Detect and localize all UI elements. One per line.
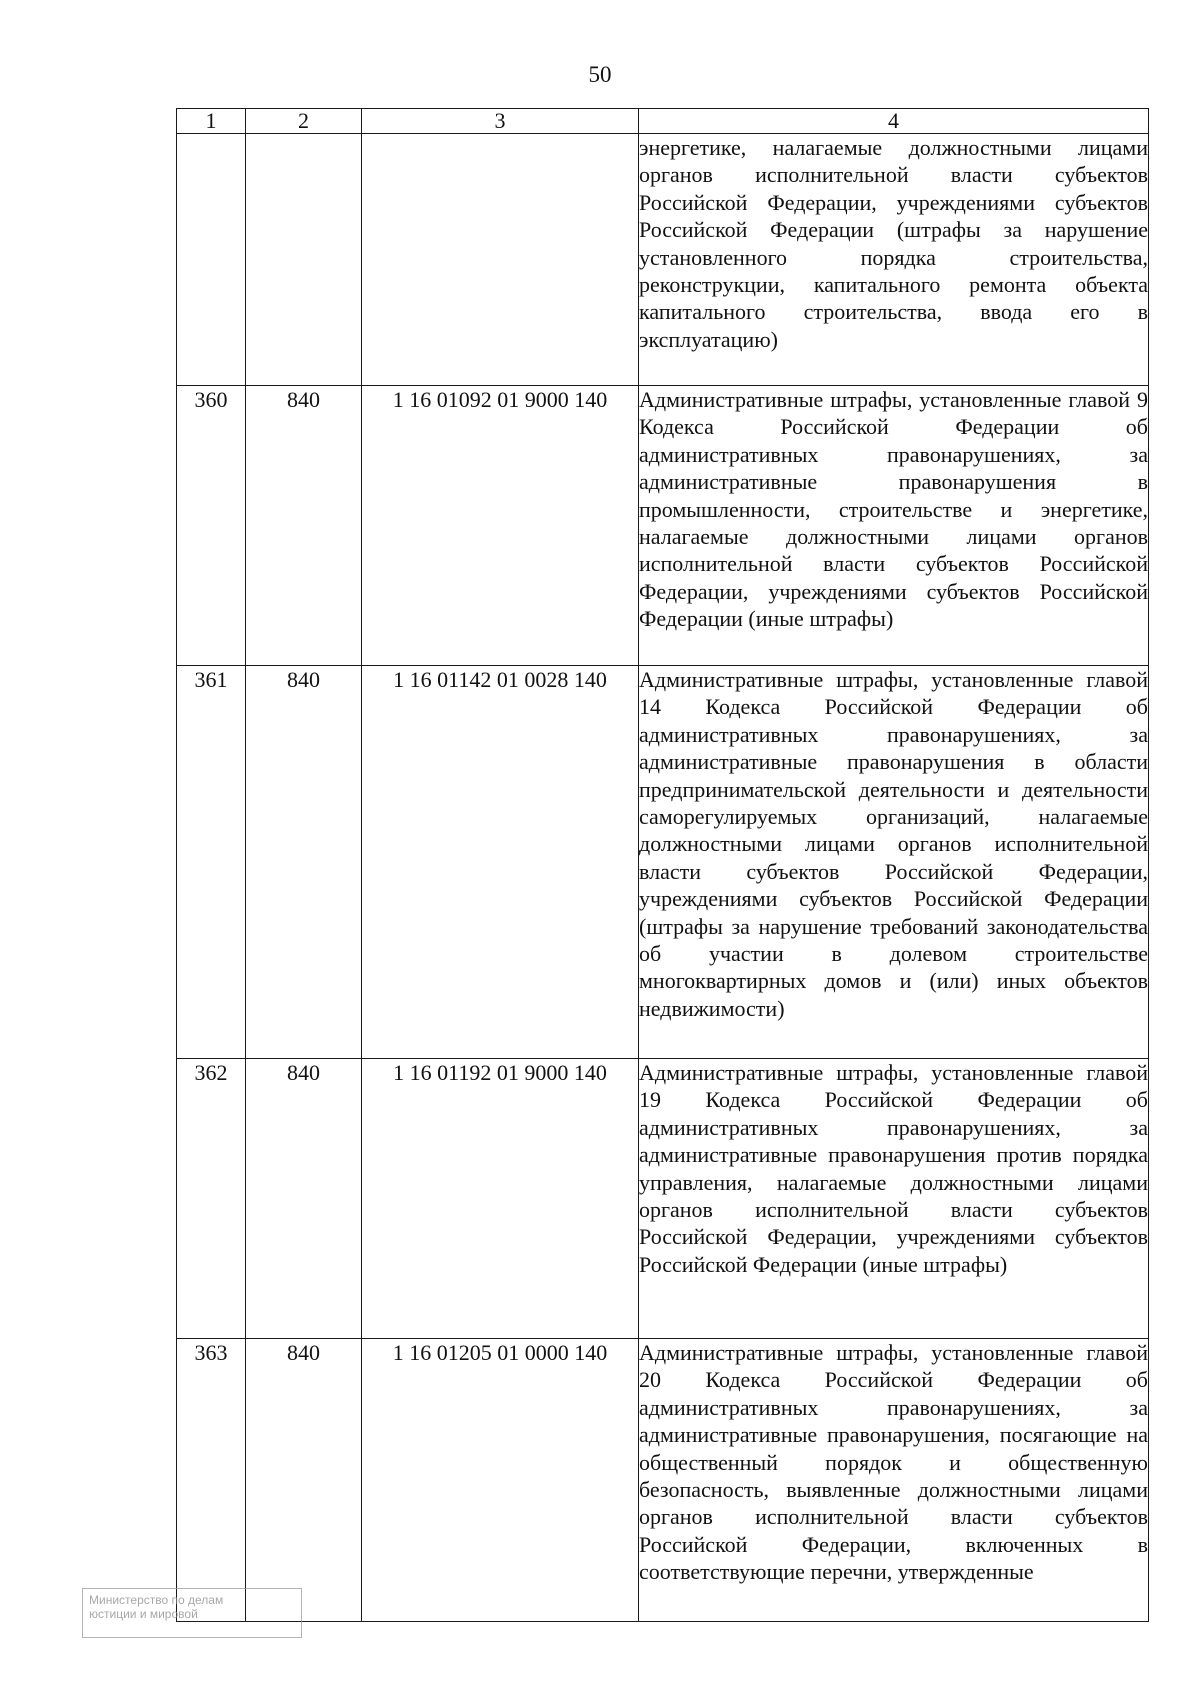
table-row bbox=[177, 1339, 1149, 1622]
description-text: Административные штрафы, установленные главой 20 Кодекса Российской Федерации об административных правонарушениях, за административные правонарушения, посягающие на общественный порядок и общественную безопасность, выявленные должностными лицами органов исполнительной власти субъектов Российской Федерации, включенных в соответствующие перечни, утвержденные bbox=[639, 1340, 1148, 1585]
header-col-2: 2 bbox=[246, 109, 362, 134]
description-text: Административные штрафы, установленные главой 19 Кодекса Российской Федерации об административных правонарушениях, за административные правонарушения против порядка управления, налагаемые должностными лицами органов исполнительной власти субъектов Российской Федерации, учреждениями субъектов Российской Федерации (иные штрафы) bbox=[639, 1060, 1148, 1277]
description-cell bbox=[639, 1059, 1149, 1339]
page-number: 50 bbox=[588, 62, 612, 87]
description-cell bbox=[639, 134, 1149, 386]
admin-code: 840 bbox=[246, 386, 362, 666]
table-row bbox=[177, 134, 1149, 386]
row-number bbox=[177, 134, 246, 386]
admin-code: 840 bbox=[246, 1059, 362, 1339]
registration-stamp bbox=[82, 1588, 302, 1638]
stamp-line: юстиции и мировой bbox=[89, 1607, 198, 1621]
table-row bbox=[177, 1059, 1149, 1339]
row-number: 360 bbox=[177, 386, 246, 666]
header-col-4: 4 bbox=[639, 109, 1149, 134]
header-col-1: 1 bbox=[177, 109, 246, 134]
kbk-code: 1 16 01092 01 9000 140 bbox=[362, 386, 639, 666]
admin-code: 840 bbox=[246, 666, 362, 1059]
kbk-code: 1 16 01205 01 0000 140 bbox=[362, 1339, 639, 1622]
description-cell bbox=[639, 1339, 1149, 1622]
kbk-code: 1 16 01192 01 9000 140 bbox=[362, 1059, 639, 1339]
row-number: 361 bbox=[177, 666, 246, 1059]
header-col-3: 3 bbox=[362, 109, 639, 134]
kbk-code: 1 16 01142 01 0028 140 bbox=[362, 666, 639, 1059]
stamp-line: Министерство по делам bbox=[89, 1593, 224, 1607]
header-row bbox=[177, 109, 1149, 134]
description-text: Административные штрафы, установленные главой 14 Кодекса Российской Федерации об административных правонарушениях, за административные правонарушения в области предпринимательской деятельности и деятельности саморегулируемых организаций, налагаемые должностными лицами органов исполнительной власти субъектов Российской Федерации, учреждениями субъектов Российской Федерации (штрафы за нарушение требований законодательства об участии в долевом строительстве многоквартирных домов и (или) иных объектов недвижимости) bbox=[639, 667, 1148, 1021]
table-row bbox=[177, 666, 1149, 1059]
table-row bbox=[177, 386, 1149, 666]
admin-code: 840 bbox=[246, 1339, 362, 1622]
kbk-code bbox=[362, 134, 639, 386]
row-number: 362 bbox=[177, 1059, 246, 1339]
revenue-codes-table bbox=[176, 108, 1149, 1622]
admin-code bbox=[246, 134, 362, 386]
description-cell bbox=[639, 666, 1149, 1059]
description-text: энергетике, налагаемые должностными лицами органов исполнительной власти субъектов Российской Федерации, учреждениями субъектов Российской Федерации (штрафы за нарушение установленного порядка строительства, реконструкции, капитального ремонта объекта капитального строительства, ввода его в эксплуатацию) bbox=[639, 135, 1148, 352]
description-text: Административные штрафы, установленные главой 9 Кодекса Российской Федерации об административных правонарушениях, за административные правонарушения в промышленности, строительстве и энергетике, налагаемые должностными лицами органов исполнительной власти субъектов Российской Федерации, учреждениями субъектов Российской Федерации (иные штрафы) bbox=[639, 387, 1148, 632]
description-cell bbox=[639, 386, 1149, 666]
row-number: 363 bbox=[177, 1339, 246, 1622]
